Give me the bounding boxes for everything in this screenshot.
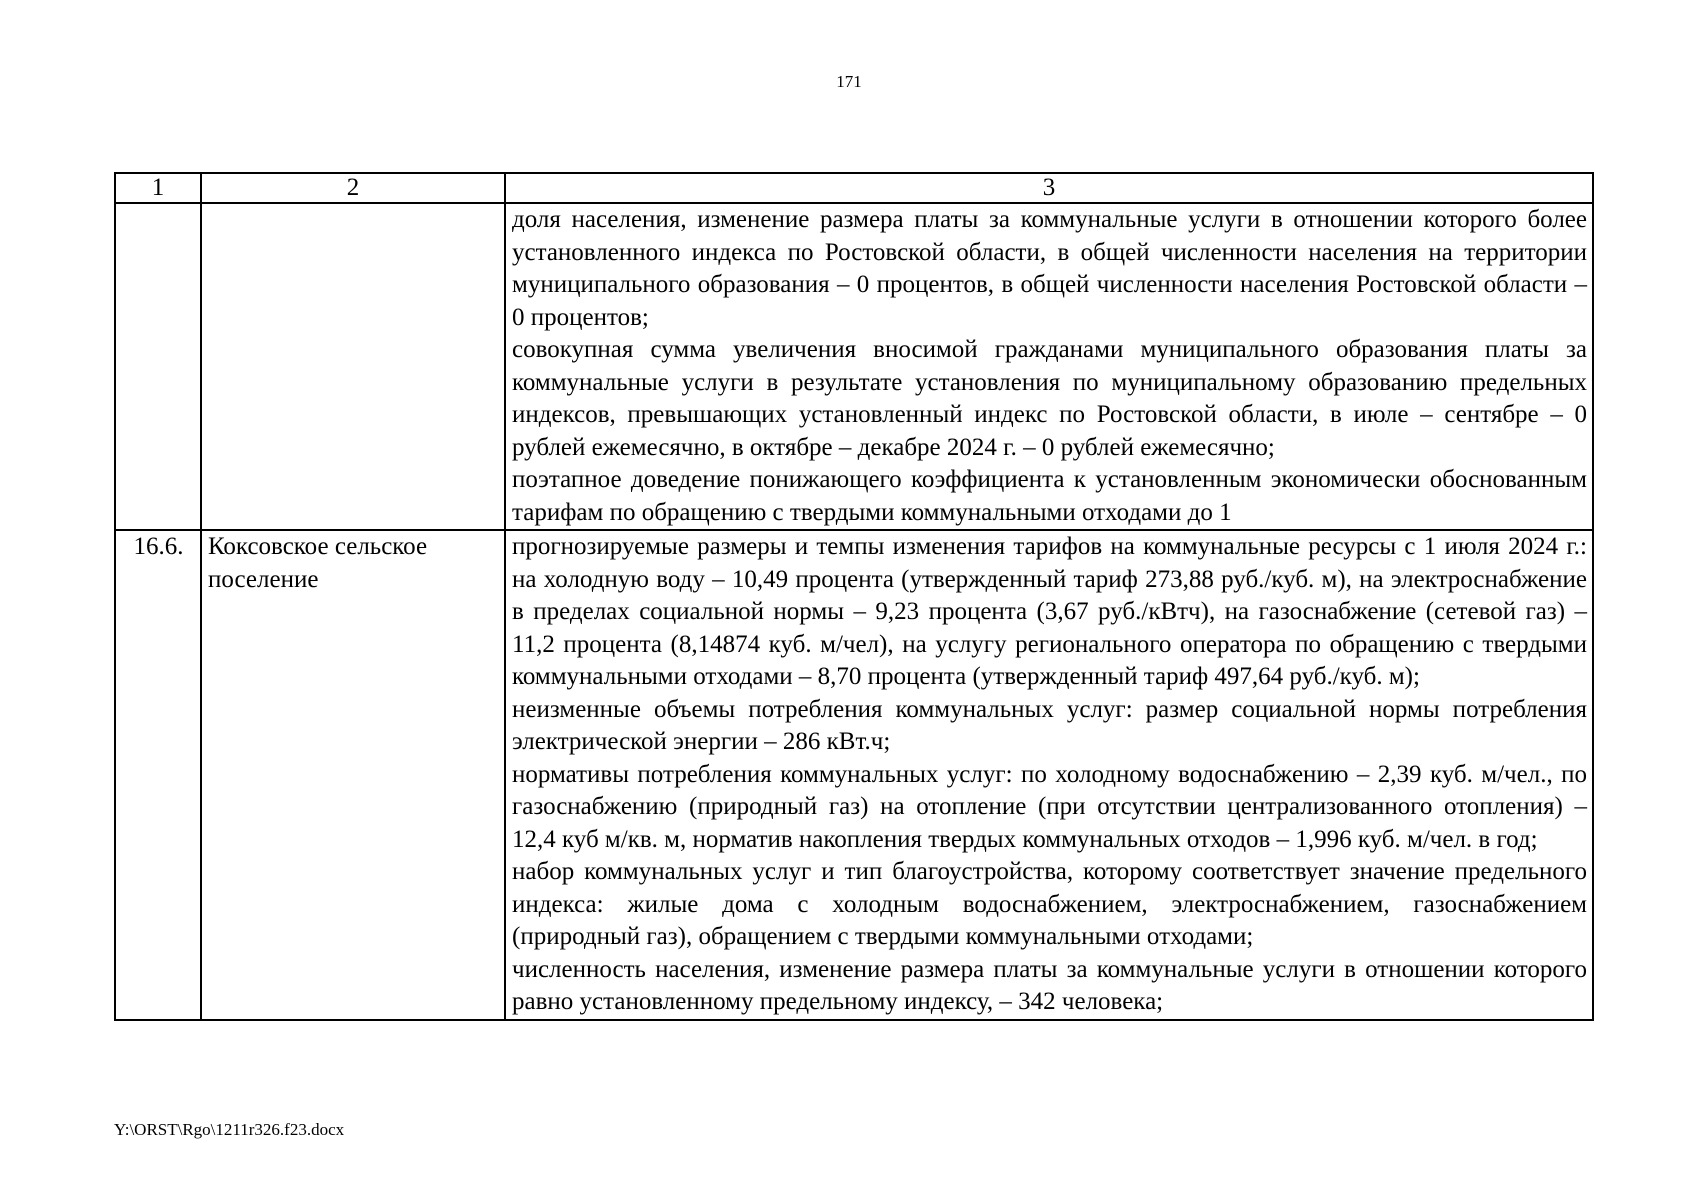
settlement-name-cell (201, 203, 505, 530)
description-paragraph: неизменные объемы потребления коммунальных услуг: размер социальной нормы потребления электрической энергии – 286 кВт.ч; (512, 695, 1587, 755)
document-table (114, 172, 1594, 1021)
description-cell (505, 203, 1593, 530)
table-row (115, 203, 1593, 530)
header-cell-col1: 1 (115, 173, 201, 203)
description-paragraph: набор коммунальных услуг и тип благоустройства, которому соответствует значение предельного индекса: жилые дома с холодным водоснабжением, электроснабжением, газоснабжением (природный газ), обращением с твердыми коммунальными отходами; (512, 858, 1587, 950)
description-paragraph: совокупная сумма увеличения вносимой гражданами муниципального образования платы за коммунальные услуги в результате установления по муниципальному образованию предельных индексов, превышающих установленный индекс по Ростовской области, в июле – сентябре – 0 рублей ежемесячно, в октябре – декабре 2024 г. – 0 рублей ежемесячно; (512, 336, 1587, 461)
row-number-cell (115, 203, 201, 530)
document-file-path: Y:\ORST\Rgo\1211r326.f23.docx (114, 1120, 345, 1139)
description-paragraph: доля населения, изменение размера платы за коммунальные услуги в отношении которого более установленного индекса по Ростовской области, в общей численности населения на территории муниципального образования – 0 процентов, в общей численности населения Ростовской области – 0 процентов; (512, 206, 1587, 331)
description-paragraph: прогнозируемые размеры и темпы изменения тарифов на коммунальные ресурсы с 1 июля 2024 г.: на холодную воду – 10,49 процента (утвержденный тариф 273,88 руб./куб. м), на электроснабжение в пределах социальной нормы – 9,23 процента (3,67 руб./кВтч), на газоснабжение (сетевой газ) – 11,2 процента (8,14874 куб. м/чел), на услугу регионального оператора по обращению с твердыми коммунальными отходами – 8,70 процента (утвержденный тариф 497,64 руб./куб. м); (512, 533, 1587, 690)
description-paragraph: нормативы потребления коммунальных услуг: по холодному водоснабжению – 2,39 куб. м/чел., по газоснабжению (природный газ) на отопление (при отсутствии централизованного отопления) – 12,4 куб м/кв. м, норматив накопления твердых коммунальных отходов – 1,996 куб. м/чел. в год; (512, 760, 1587, 853)
header-cell-col3: 3 (505, 173, 1593, 203)
page-number: 171 (836, 72, 862, 91)
table-row (115, 530, 1593, 1020)
description-paragraph: поэтапное доведение понижающего коэффициента к установленным экономически обоснованным тарифам по обращению с твердыми коммунальными отходами до 1 (512, 466, 1587, 526)
description-cell (505, 530, 1593, 1020)
row-number-cell: 16.6. (115, 530, 201, 1020)
table-header-row (115, 173, 1593, 203)
header-cell-col2: 2 (201, 173, 505, 203)
settlement-name-cell: Коксовское сельское поселение (201, 530, 505, 1020)
description-paragraph: численность населения, изменение размера платы за коммунальные услуги в отношении которого равно установленному предельному индексу, – 342 человека; (512, 955, 1587, 1015)
